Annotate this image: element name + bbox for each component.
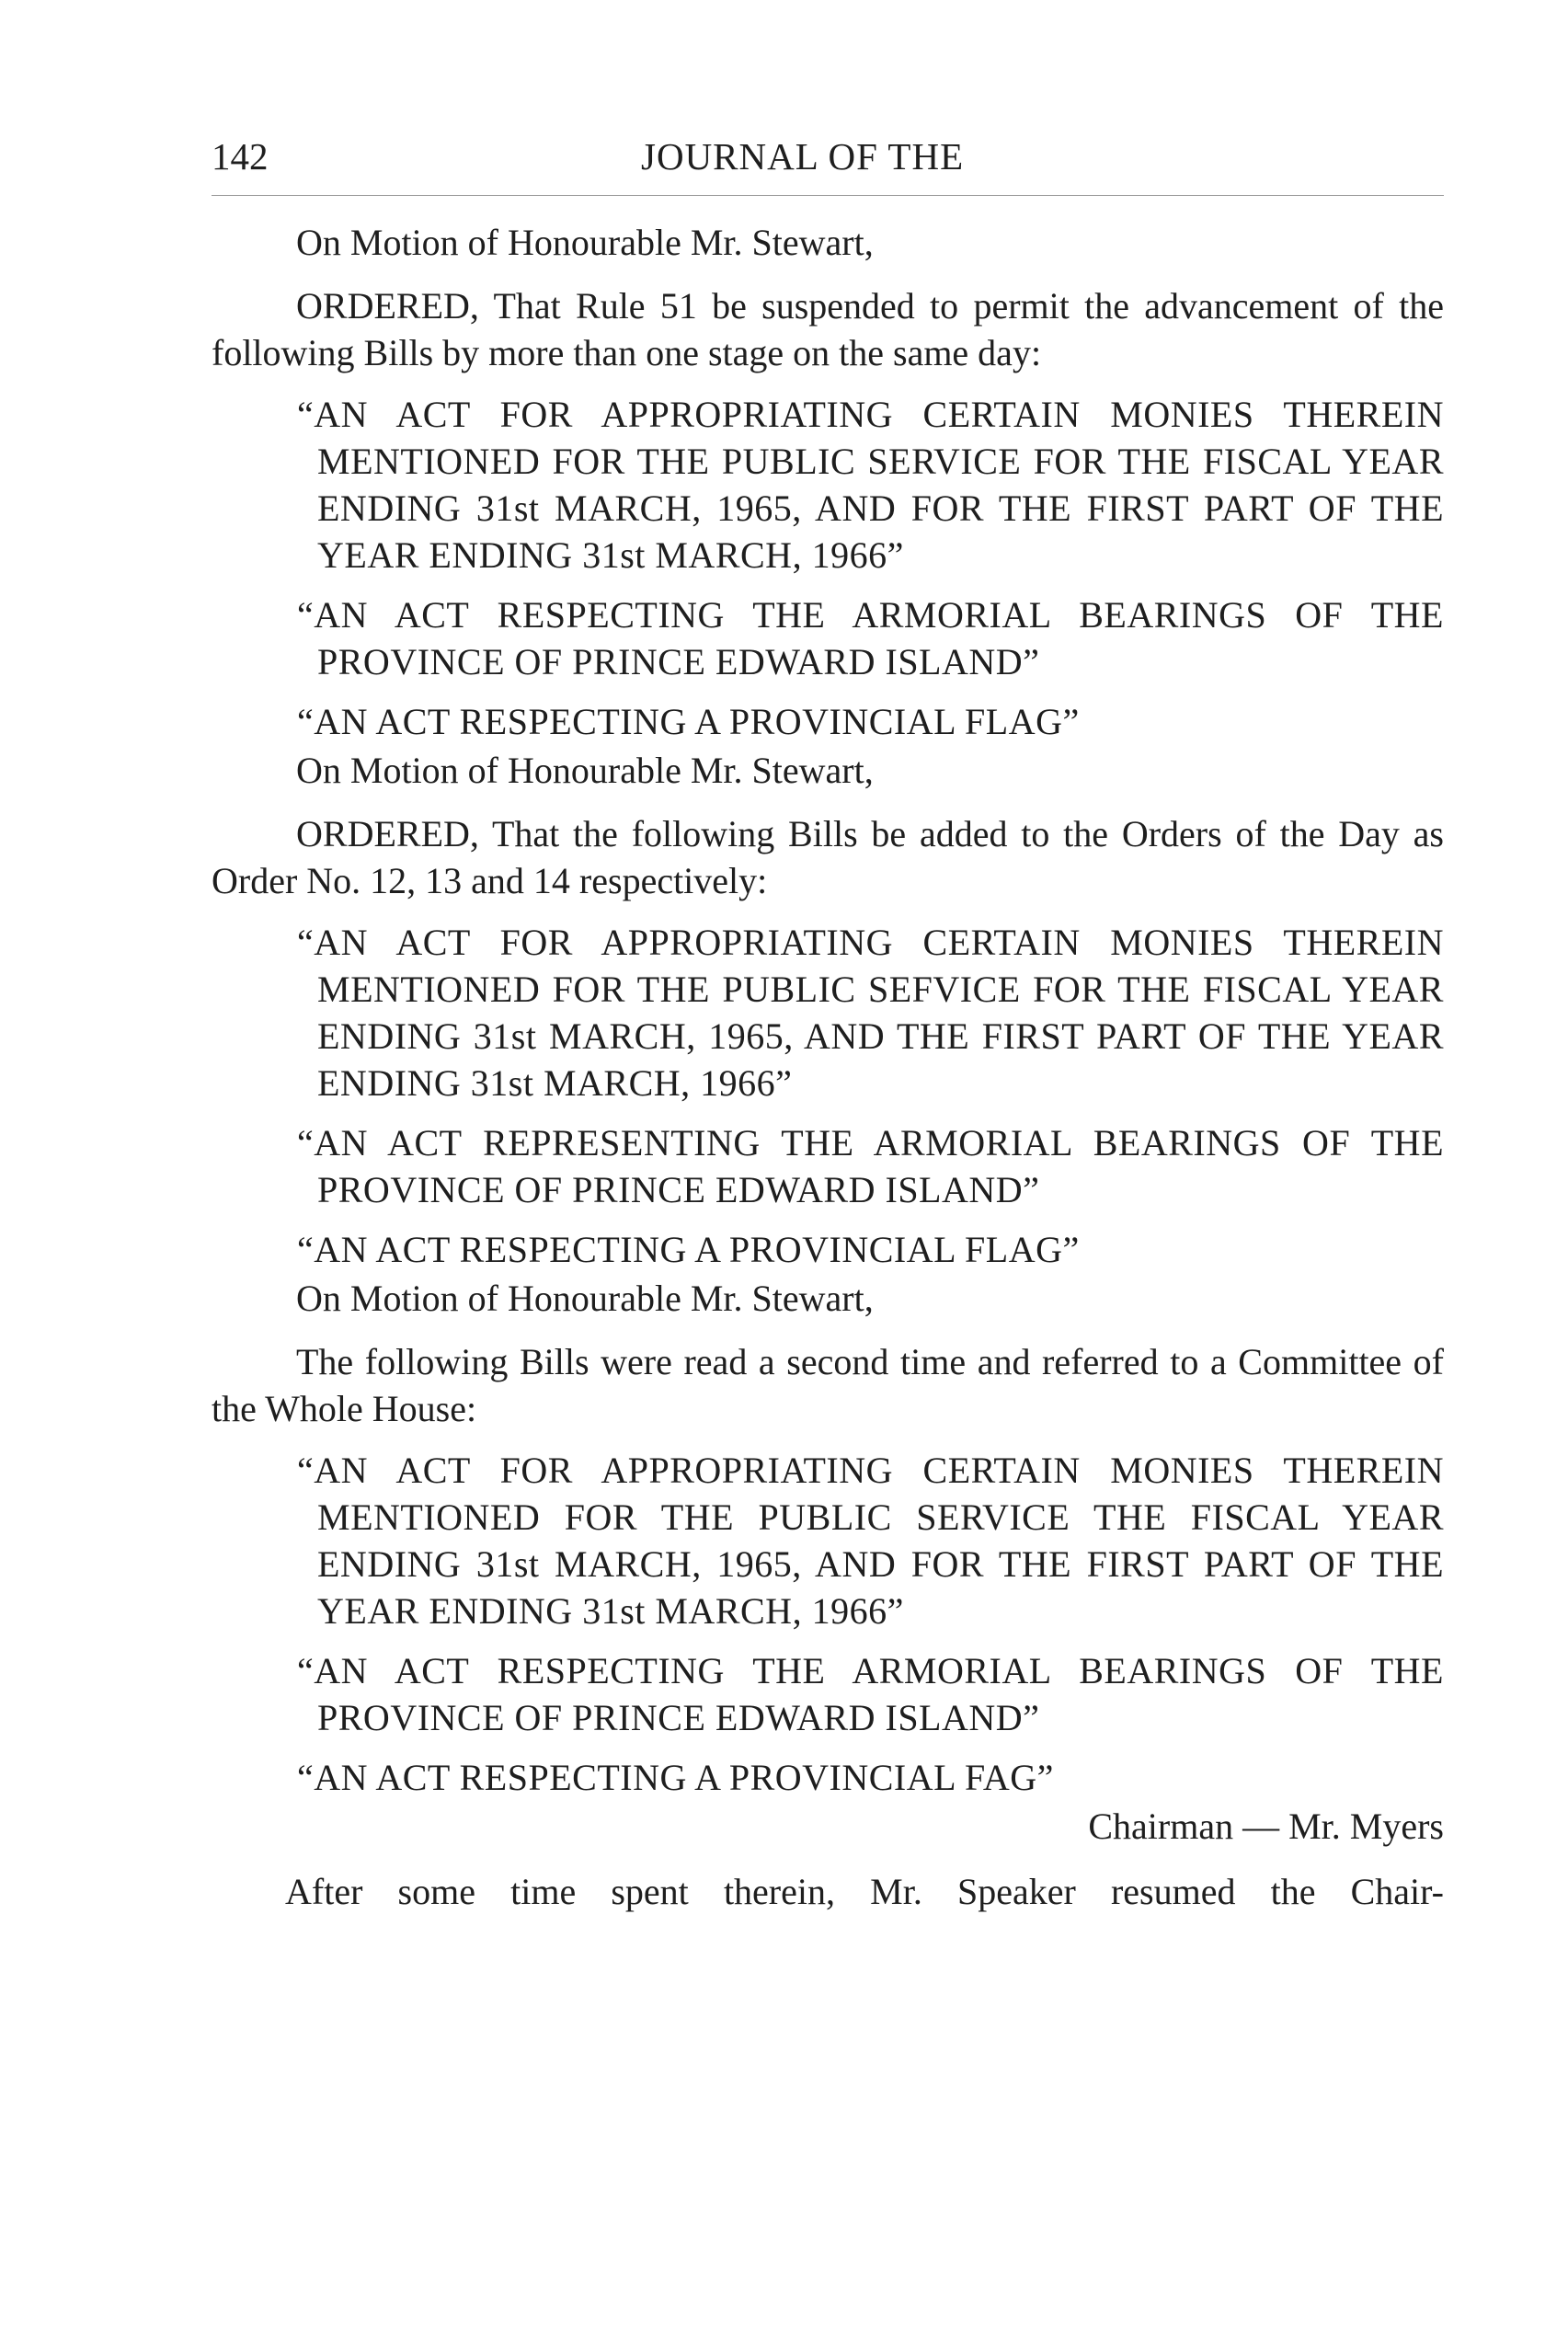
order-paragraph: ORDERED, That Rule 51 be suspended to permit the advancement of the following Bills by more than one stage on the same day: [212,285,1444,373]
referral-paragraph: The following Bills were read a second time and referred to a Committee of the Whole House: [212,1341,1444,1429]
bill-title: “AN ACT RESPECTING THE ARMORIAL BEARINGS OF THE PROVINCE OF PRINCE EDWARD ISLAND” [297,1650,1444,1738]
order-paragraph: ORDERED, That the following Bills be added to the Orders of the Day as Order No. 12, 13 and 14 respectively: [212,813,1444,901]
bill-title: “AN ACT RESPECTING THE ARMORIAL BEARINGS OF THE PROVINCE OF PRINCE EDWARD ISLAND” [297,594,1444,682]
bill-title: “AN ACT RESPECTING A PROVINCIAL FLAG” [297,701,1080,742]
motion-line: On Motion of Honourable Mr. Stewart, [296,1278,874,1319]
chairman-line: Chairman — Mr. Myers [1088,1805,1444,1847]
journal-body [212,219,1444,1915]
bill-title: “AN ACT FOR APPROPRIATING CERTAIN MONIES THEREIN MENTIONED FOR THE PUBLIC SERVICE FOR THE FISCAL YEAR ENDING 31st MARCH, 1965, AND FOR THE FIRST PART OF THE YEAR ENDING 31st MARCH, 1966” [297,394,1444,576]
bill-title: “AN ACT REPRESENTING THE ARMORIAL BEARINGS OF THE PROVINCE OF PRINCE EDWARD ISLAND” [297,1122,1444,1210]
header-rule [212,195,1444,196]
page-header [212,134,1444,189]
bill-title: “AN ACT RESPECTING A PROVINCIAL FAG” [297,1757,1054,1798]
motion-line: On Motion of Honourable Mr. Stewart, [296,750,874,791]
closing-line: After some time spent therein, Mr. Speaker resumed the Chair- [285,1871,1444,1912]
running-title: JOURNAL OF THE [641,135,965,178]
page-number: 142 [212,135,269,178]
bill-title: “AN ACT RESPECTING A PROVINCIAL FLAG” [297,1229,1080,1270]
bill-title: “AN ACT FOR APPROPRIATING CERTAIN MONIES THEREIN MENTIONED FOR THE PUBLIC SERVICE THE FISCAL YEAR ENDING 31st MARCH, 1965, AND FOR THE FIRST PART OF THE YEAR ENDING 31st MARCH, 1966” [297,1450,1444,1632]
bill-title: “AN ACT FOR APPROPRIATING CERTAIN MONIES THEREIN MENTIONED FOR THE PUBLIC SEFVICE FOR THE FISCAL YEAR ENDING 31st MARCH, 1965, AND THE FIRST PART OF THE YEAR ENDING 31st MARCH, 1966” [297,922,1444,1104]
motion-line: On Motion of Honourable Mr. Stewart, [296,222,874,263]
